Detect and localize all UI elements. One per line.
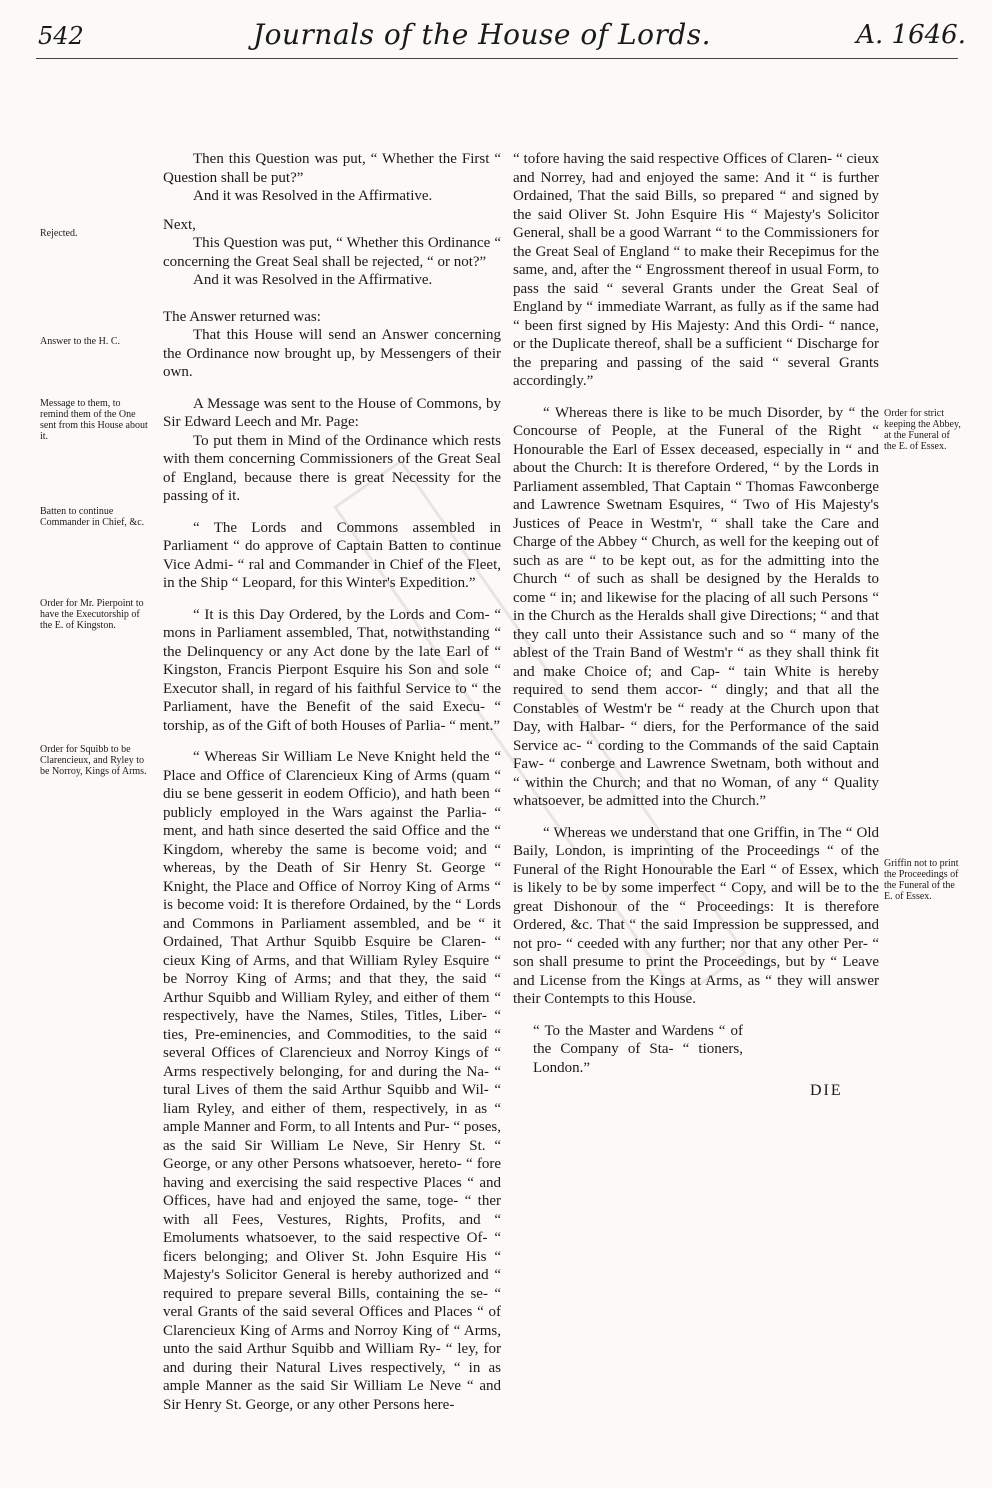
paragraph: “ Whereas there is like to be much Disorder, by “ the Concourse of People, at the Funeral of the Right “ Honourable the Earl of Essex deceased, especially in “ and about the Church: It is therefore Ordered, “ by the Lords in Parliament assembled, That Captain “ Thomas Fawconberge and Lawrence Swetnam Esquires, “ Two of His Majesty's Justices of Peace in Westm'r, “ shall take the Care and Charge of the Abbey “ Church, as well for the keeping out of such as are “ to be kept out, as for the admitting into the Church “ of such as shall be designed by the Heralds to come “ in; and likewise for the placing of all such Persons “ in the Church as the Heralds shall give Directions; “ and that they call unto their Assistance such and so “ many of the ablest of the Train Band of Westm'r “ as they shall think fit and make Choice of; and Cap- “ tain White is hereby required to send them accor- “ dingly; and that all the Constables of Westm'r be “ ready at the Church upon that Day, with Halbar- “ diers, for the Performance of the said Service ac- “ cording to the Commands of the said Captain Faw- “ conberge and Lawrence Swetnam, both without and “ within the Church; and that no Woman, of any “ Quality whatsoever, be admitted into the Church.” xyxy=(513,404,879,809)
page-number: 542 xyxy=(38,22,84,50)
paragraph: To put them in Mind of the Ordinance which rests with them concerning Commissioners of the Great Seal of England, because there is great Necessity for the passing of it. xyxy=(163,432,501,504)
paragraph: “ Whereas we understand that one Griffin, in The “ Old Baily, London, is imprinting of the Proceedings “ of the Funeral of the Right Honourable the Earl “ of Essex, which is likely to be by some imperfect “ Copy, and will be to the great Dishonour of the “ Proceedings: It is therefore Ordered, &c. That “ the said Impression be suppressed, and not pro- “ ceeded with any further; nor that any other Per- “ son shall presume to print the Proceedings, but by “ Leave and License from the Kings at Arms, as “ they will answer their Contempts to this House. xyxy=(513,824,879,1007)
paragraph: “ tofore having the said respective Offices of Claren- “ cieux and Norrey, had and enjoyed the same: And it “ is further Ordained, That the said Bills, so prepared “ and signed by the said Oliver St. John Esquire His “ Majesty's Solicitor General, shall be a good Warrant “ to the Commissioners for the Great Seal of England “ to make their Recepimus for the same, and, after the “ Engrossment thereof in usual Form, to pass the said “ several Grants under the Great Seal of England by “ immediate Warrant, as fully as if the same had “ been first signed by His Majesty: And this Ordi- “ nance, or the Duplicate thereof, shall be a sufficient “ Discharge for the preparing and passing of the said “ several Grants accordingly.” xyxy=(513,151,879,389)
margin-note: Message to them, to remind them of the One sent from this House about it. xyxy=(40,398,148,442)
paragraph: A Message was sent to the House of Commons, by Sir Edward Leech and Mr. Page: xyxy=(163,395,501,430)
margin-note: Batten to continue Commander in Chief, &c. xyxy=(40,506,145,528)
right-column xyxy=(513,150,879,1077)
running-title: Journals of the House of Lords. xyxy=(252,18,712,51)
paragraph: That this House will send an Answer concerning the Ordinance now brought up, by Messengers of their own. xyxy=(163,327,501,380)
paragraph: And it was Resolved in the Affirmative. xyxy=(193,188,433,204)
page-header xyxy=(0,0,992,70)
paragraph: “ Whereas Sir William Le Neve Knight held the “ Place and Office of Clarencieux King of Arms (quam “ diu se bene gesserit in eodem Officio), and hath been “ publicly employed in the Wars against the Parlia- “ ment, and hath since deserted the said Office and the “ Kingdom, whereby the same is become void; and “ whereas, by the Death of Sir Henry St. George “ Knight, the Place and Office of Norroy King of Arms “ is become void: It is therefore Ordained, by the “ Lords and Commons in Parliament assembled, and be “ it Ordained, That Arthur Squibb Esquire be Claren- “ cieux King of Arms, and that William Ryley Esquire “ be Norroy King of Arms; and that they, the said “ Arthur Squibb and William Ryley, and either of them “ respectively, have the Names, Stiles, Titles, Liber- “ ties, Pre-eminencies, and Commodities, to the said “ several Offices of Clarencieux and Norroy Kings of “ Arms respectively belonging, for and during the Na- “ tural Lives of them the said Arthur Squibb and Wil- “ liam Ryley, and either of them, respectively, in as “ ample Manner and Form, to all Intents and Pur- “ poses, as the said Sir William Le Neve, Sir Henry St. “ George, or any other Persons whatsoever, hereto- “ fore having and exercising the said respective Places “ and Offices, have had and enjoyed the same, toge- “ ther with all Fees, Vestures, Rights, Profits, and “ Emoluments whatsoever, to the said respective Of- “ ficers belonging; and Oliver St. John Esquire His “ Majesty's Solicitor General is hereby authorized and “ required to prepare several Bills, containing the se- “ veral Grants of the said several Offices and Places “ of Clarencieux King of Arms and Norroy King of “ Arms, unto the said Arthur Squibb and William Ry- “ ley, for and during their Natural Lives respectively, “ in as ample Manner as the said Sir William Le Neve “ and Sir Henry St. George, or any other Persons here- xyxy=(163,749,501,1413)
margin-note: Order for Mr. Pierpoint to have the Executorship of the E. of Kingston. xyxy=(40,598,144,631)
paragraph: Next, xyxy=(163,216,196,233)
header-rule xyxy=(36,58,958,59)
paragraph: And it was Resolved in the Affirmative. xyxy=(193,272,433,288)
margin-note: Order for strict keeping the Abbey, at the Funeral of the E. of Essex. xyxy=(884,408,961,452)
margin-note: Griffin not to print the Proceedings of the Funeral of the E. of Essex. xyxy=(884,858,959,902)
catchword: DIE xyxy=(810,1082,843,1099)
margin-note: Answer to the H. C. xyxy=(40,336,120,347)
paragraph: “ It is this Day Ordered, by the Lords and Com- “ mons in Parliament assembled, That, notwithstanding “ the Delinquency or any Act done by the late Earl of “ Kingston, Francis Pierpont Esquire his Son and sole “ Executor shall, in regard of his faithful Service to “ the Parliament, have the Benefit of the said Execu- “ torship, as of the Gift of both Houses of Parlia- “ ment.” xyxy=(163,606,501,734)
paragraph: “ The Lords and Commons assembled in Parliament “ do approve of Captain Batten to continue Vice Admi- “ ral and Commander in Chief of the Fleet, in the Ship “ Leopard, for this Winter's Expedition.” xyxy=(163,519,501,591)
paragraph: This Question was put, “ Whether this Ordinance “ concerning the Great Seal shall be rejected, “ or not?” xyxy=(163,235,501,270)
paragraph: “ To the Master and Wardens “ of the Company of Sta- “ tioners, London.” xyxy=(533,1022,743,1076)
left-column xyxy=(163,150,501,1414)
paragraph: Then this Question was put, “ Whether the First “ Question shall be put?” xyxy=(163,151,501,186)
margin-note: Order for Squibb to be Clarencieux, and Ryley to be Norroy, Kings of Arms. xyxy=(40,744,147,777)
paragraph: The Answer returned was: xyxy=(163,308,321,325)
margin-note: Rejected. xyxy=(40,228,78,239)
year-heading: A. 1646. xyxy=(856,20,966,50)
